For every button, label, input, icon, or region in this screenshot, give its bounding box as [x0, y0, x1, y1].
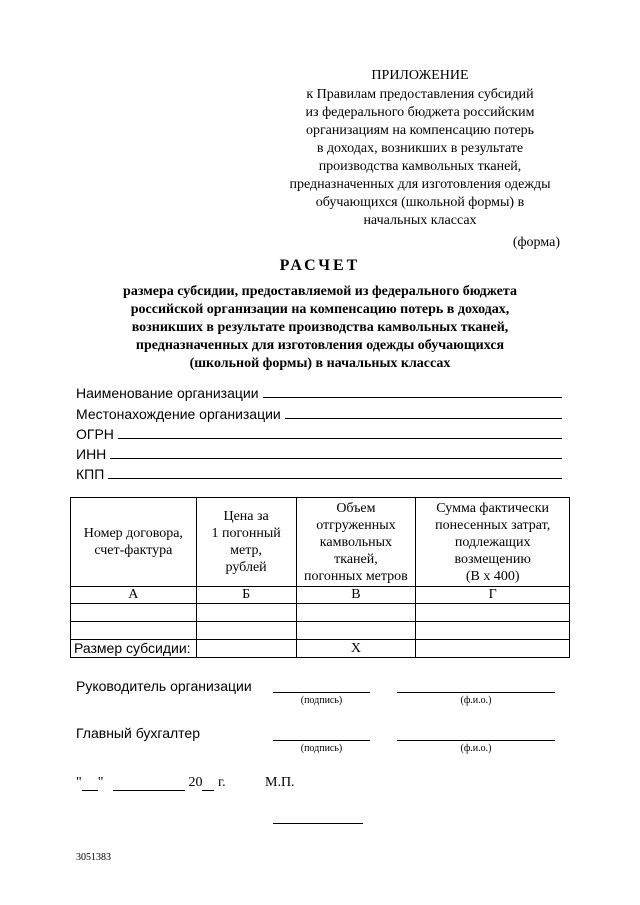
appendix-line: к Правилам предоставления субсидий — [306, 87, 534, 102]
appendix-line: производства камвольных тканей, — [318, 159, 522, 174]
month-blank[interactable] — [113, 776, 185, 791]
signature-caption: (подпись) — [300, 743, 343, 754]
appendix-line: предназначенных для изготовления одежды — [289, 177, 551, 192]
table-cell[interactable] — [296, 622, 416, 640]
appendix-title: ПРИЛОЖЕНИЕ — [371, 68, 469, 83]
name-caption: (ф.и.о.) — [460, 695, 492, 706]
appendix-line: в доходах, возникших в результате — [316, 141, 524, 156]
table-header-row — [71, 498, 570, 587]
table-cell[interactable] — [196, 604, 296, 622]
subtitle-line: размера субсидии, предоставляемой из федерального бюджета — [123, 284, 517, 299]
table-total-row — [71, 640, 570, 658]
subsidy-amount-value[interactable] — [416, 640, 570, 658]
table-cell — [196, 640, 296, 658]
head-signature-line[interactable] — [273, 692, 370, 693]
appendix-line: обучающихся (школьной формы) в — [315, 195, 525, 210]
table-letters-row — [71, 587, 570, 604]
accountant-name-line[interactable] — [397, 740, 555, 741]
form-label: (форма) — [512, 235, 560, 250]
document-subtitle — [60, 283, 580, 373]
bottom-line — [273, 823, 363, 824]
calculation-table — [70, 497, 570, 658]
table-cell[interactable] — [296, 604, 416, 622]
field-label: ОГРН — [76, 426, 114, 442]
year-suffix: г. — [217, 775, 226, 790]
date-field[interactable] — [76, 775, 226, 791]
year-prefix: 20 — [188, 775, 203, 790]
subtitle-line: возникших в результате производства камвольных тканей, — [131, 320, 509, 335]
field-label: Местонахождение организации — [76, 406, 281, 422]
appendix-description — [270, 86, 570, 230]
subsidy-amount-label: Размер субсидии: — [71, 640, 197, 658]
kpp-field[interactable] — [76, 462, 562, 482]
year-blank[interactable] — [202, 776, 214, 791]
appendix-line: организациям на компенсацию потерь — [305, 123, 535, 138]
header-costs: Сумма фактически понесенных затрат, подлежащих возмещению (В х 400) — [416, 498, 570, 587]
field-label: КПП — [76, 466, 105, 482]
column-letter: А — [71, 587, 197, 604]
stamp-place-label: М.П. — [265, 775, 295, 790]
field-line — [108, 477, 562, 479]
appendix-line: из федерального бюджета российским — [305, 105, 535, 120]
day-blank[interactable] — [82, 776, 98, 791]
column-letter: Б — [196, 587, 296, 604]
table-row[interactable] — [71, 604, 570, 622]
field-line — [285, 417, 562, 419]
table-cell[interactable] — [416, 604, 570, 622]
table-cell[interactable] — [71, 604, 197, 622]
table-cell[interactable] — [71, 622, 197, 640]
subtitle-line: (школьной формы) в начальных классах — [189, 356, 451, 371]
inn-field[interactable] — [76, 442, 562, 462]
quote-open: " — [76, 775, 82, 790]
table-row[interactable] — [71, 622, 570, 640]
document-number: 3051383 — [76, 852, 111, 863]
column-letter: В — [296, 587, 416, 604]
field-line — [110, 457, 562, 459]
appendix-line: начальных классах — [363, 213, 477, 228]
subtitle-line: российской организации на компенсацию потерь в доходах, — [130, 302, 510, 317]
chief-accountant-label: Главный бухгалтер — [76, 725, 200, 741]
name-caption: (ф.и.о.) — [460, 743, 492, 754]
table-cell[interactable] — [416, 622, 570, 640]
head-name-line[interactable] — [397, 692, 555, 693]
head-of-organization-label: Руководитель организации — [76, 678, 252, 694]
organization-name-field[interactable] — [76, 381, 562, 401]
header-price: Цена за 1 погонный метр, рублей — [196, 498, 296, 587]
ogrn-field[interactable] — [76, 422, 562, 442]
field-label: ИНН — [76, 446, 107, 462]
quote-close: " — [97, 775, 104, 790]
table-cell[interactable] — [196, 622, 296, 640]
organization-location-field[interactable] — [76, 402, 562, 422]
signature-caption: (подпись) — [300, 695, 343, 706]
subtitle-line: предназначенных для изготовления одежды обучающихся — [135, 338, 505, 353]
header-contract-number: Номер договора, счет-фактура — [71, 498, 197, 587]
header-volume: Объем отгруженных камвольных тканей, погонных метров — [296, 498, 416, 587]
column-letter: Г — [416, 587, 570, 604]
field-line — [263, 396, 562, 398]
field-line — [118, 437, 562, 439]
accountant-signature-line[interactable] — [273, 740, 370, 741]
document-title: РАСЧЕТ — [279, 257, 361, 274]
total-marker: Х — [296, 640, 416, 658]
field-label: Наименование организации — [76, 385, 259, 401]
